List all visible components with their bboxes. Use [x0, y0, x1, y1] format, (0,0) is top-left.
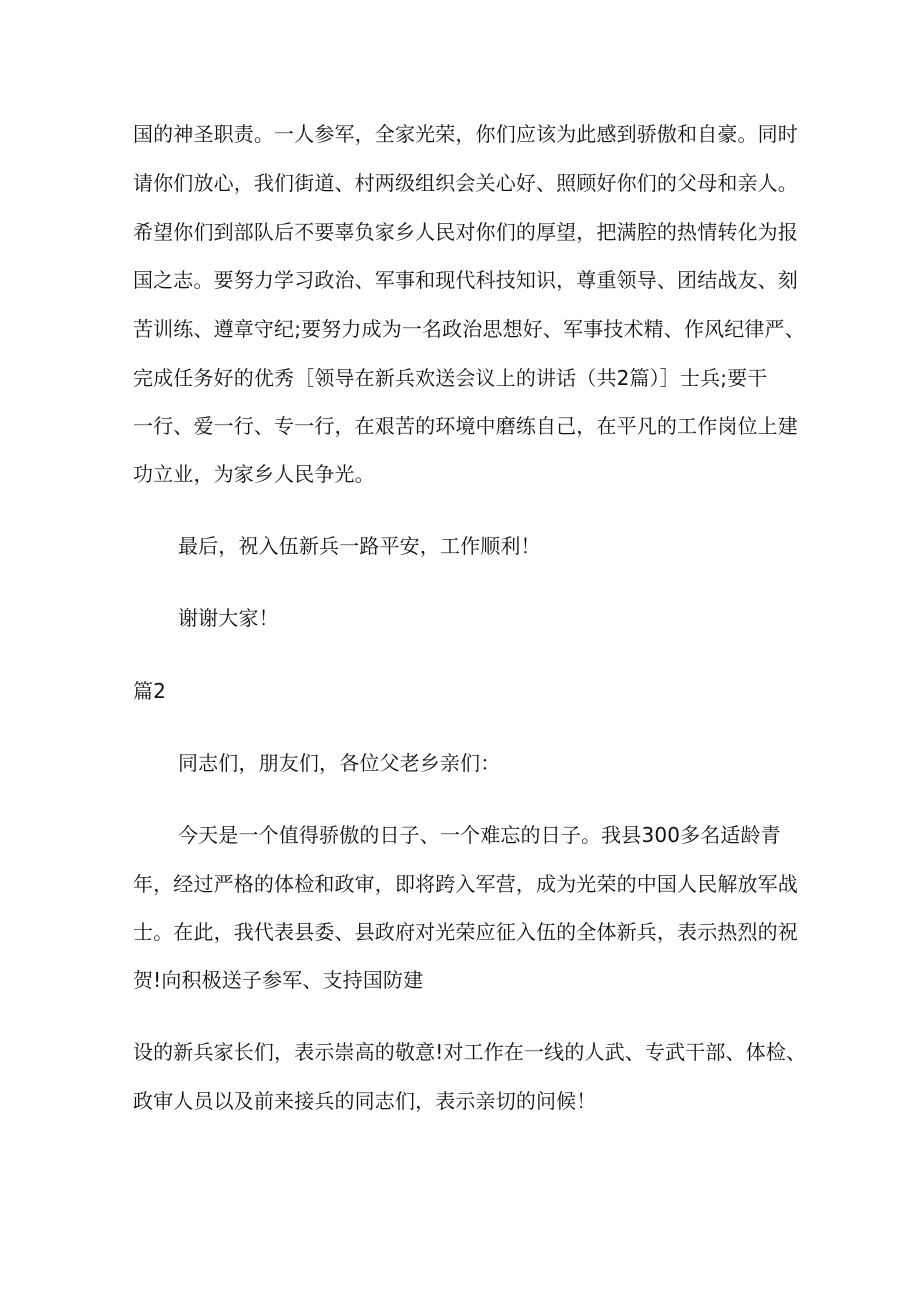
text-line: 政审人员以及前来接兵的同志们，表示亲切的问候！ — [133, 1089, 597, 1113]
text-line: 贺!向积极送子参军、支持国防建 — [133, 968, 424, 992]
text-line: 请你们放心，我们街道、村两级组织会关心好、照顾好你们的父母和亲人。 — [133, 171, 798, 195]
text-line: 士。在此，我代表县委、县政府对光荣应征入伍的全体新兵，表示热烈的祝 — [133, 920, 798, 944]
text-line: 一行、爱一行、专一行，在艰苦的环境中磨练自己，在平凡的工作岗位上建 — [133, 414, 798, 438]
text-line: 年，经过严格的体检和政审，即将跨入军营，成为光荣的中国人民解放军战 — [133, 872, 798, 896]
text-line: 完成任务好的优秀［领导在新兵欢送会议上的讲话（共2篇）］士兵;要干 — [133, 366, 768, 390]
greeting-line: 同志们，朋友们，各位父老乡亲们： — [178, 751, 501, 775]
text-line: 希望你们到部队后不要辜负家乡人民对你们的厚望，把满腔的热情转化为报 — [133, 220, 798, 244]
text-line: 功立业，为家乡人民争光。 — [133, 462, 375, 486]
text-line: 国之志。要努力学习政治、军事和现代科技知识，尊重领导、团结战友、刻 — [133, 268, 798, 292]
text-line: 设的新兵家长们，表示崇高的敬意!对工作在一线的人武、专武干部、体检、 — [133, 1040, 807, 1064]
text-line: 国的神圣职责。一人参军，全家光荣，你们应该为此感到骄傲和自豪。同时 — [133, 122, 798, 146]
text-line: 今天是一个值得骄傲的日子、一个难忘的日子。我县300多名适龄青 — [178, 823, 781, 847]
section-heading: 篇2 — [133, 679, 167, 703]
closing-wish: 最后，祝入伍新兵一路平安，工作顺利！ — [178, 534, 541, 558]
text-line: 苦训练、遵章守纪;要努力成为一名政治思想好、军事技术精、作风纪律严、 — [133, 317, 805, 341]
thanks-line: 谢谢大家！ — [178, 606, 279, 630]
